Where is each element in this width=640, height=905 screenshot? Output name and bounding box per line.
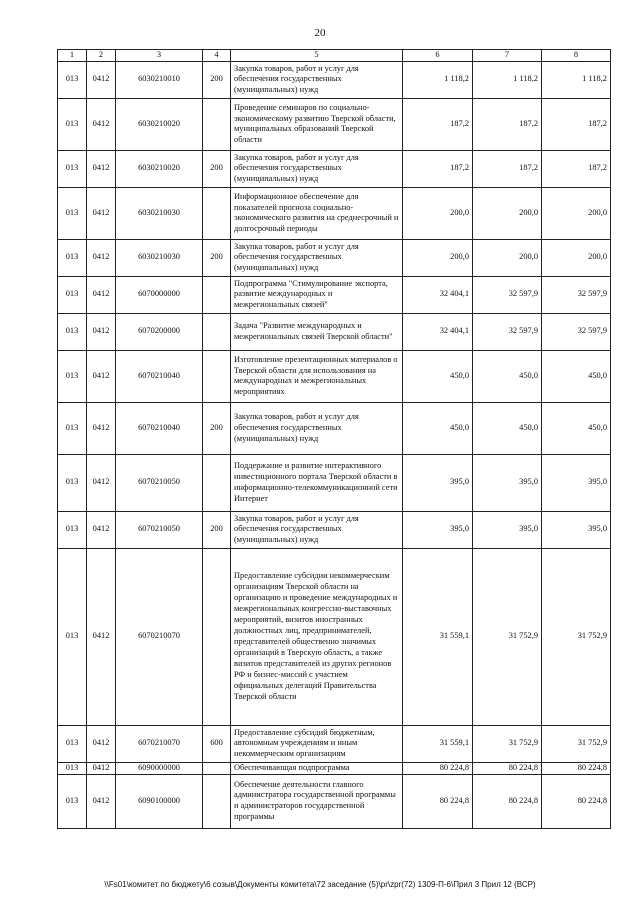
amount-year-3-cell: 187,2 [542,98,611,150]
page-number: 20 [314,27,326,39]
description-cell: Информационное обеспечение для показателей прогноза социально-экономического развития на среднесрочный и долгосрочный периоды [231,187,403,239]
table-row [58,762,611,774]
section-code-cell: 0412 [87,150,116,187]
target-article-cell: 6070200000 [116,313,203,350]
expense-type-cell: 200 [203,239,231,276]
target-article-cell: 6030210020 [116,150,203,187]
chapter-code-cell: 013 [58,150,87,187]
table-row [58,774,611,828]
column-header: 8 [542,50,611,62]
amount-year-3-cell: 395,0 [542,454,611,511]
amount-year-1-cell: 80 224,8 [403,774,473,828]
chapter-code-cell: 013 [58,61,87,98]
amount-year-3-cell: 200,0 [542,239,611,276]
amount-year-1-cell: 32 404,1 [403,276,473,313]
description-cell: Изготовление презентационных материалов о Тверской области для использования на международных и межрегиональных мероприятиях [231,350,403,402]
section-code-cell: 0412 [87,762,116,774]
amount-year-2-cell: 395,0 [473,454,542,511]
amount-year-2-cell: 80 224,8 [473,774,542,828]
section-code-cell: 0412 [87,239,116,276]
target-article-cell: 6030210030 [116,187,203,239]
expense-type-cell: 200 [203,61,231,98]
budget-table [57,49,611,829]
table-row [58,239,611,276]
section-code-cell: 0412 [87,276,116,313]
chapter-code-cell: 013 [58,548,87,725]
amount-year-3-cell: 1 118,2 [542,61,611,98]
description-cell: Закупка товаров, работ и услуг для обеспечения государственных (муниципальных) нужд [231,150,403,187]
target-article-cell: 6070000000 [116,276,203,313]
amount-year-2-cell: 31 752,9 [473,548,542,725]
amount-year-3-cell: 31 752,9 [542,548,611,725]
section-code-cell: 0412 [87,511,116,548]
expense-type-cell [203,313,231,350]
description-cell: Обеспечивающая подпрограмма [231,762,403,774]
description-cell: Проведение семинаров по социально-экономическому развитию Тверской области, муниципальных образований Тверской области [231,98,403,150]
column-header: 4 [203,50,231,62]
table-row [58,350,611,402]
table-row [58,98,611,150]
chapter-code-cell: 013 [58,774,87,828]
target-article-cell: 6090100000 [116,774,203,828]
amount-year-2-cell: 187,2 [473,150,542,187]
section-code-cell: 0412 [87,350,116,402]
description-cell: Предоставление субсидий бюджетным, автономным учреждениям и иным некоммерческим организациям [231,725,403,762]
amount-year-1-cell: 80 224,8 [403,762,473,774]
amount-year-2-cell: 31 752,9 [473,725,542,762]
amount-year-1-cell: 31 559,1 [403,548,473,725]
column-header: 2 [87,50,116,62]
chapter-code-cell: 013 [58,98,87,150]
expense-type-cell [203,187,231,239]
expense-type-cell: 200 [203,511,231,548]
section-code-cell: 0412 [87,454,116,511]
chapter-code-cell: 013 [58,239,87,276]
amount-year-1-cell: 31 559,1 [403,725,473,762]
table-row [58,402,611,454]
target-article-cell: 6070210040 [116,402,203,454]
amount-year-2-cell: 200,0 [473,187,542,239]
table-row [58,187,611,239]
amount-year-1-cell: 187,2 [403,98,473,150]
amount-year-3-cell: 187,2 [542,150,611,187]
expense-type-cell [203,98,231,150]
description-cell: Закупка товаров, работ и услуг для обеспечения государственных (муниципальных) нужд [231,402,403,454]
table-row [58,61,611,98]
chapter-code-cell: 013 [58,762,87,774]
expense-type-cell: 200 [203,402,231,454]
amount-year-2-cell: 450,0 [473,350,542,402]
description-cell: Обеспечение деятельности главного администратора государственной программы и администраторов государственной программы [231,774,403,828]
amount-year-3-cell: 31 752,9 [542,725,611,762]
description-cell: Задача "Развитие международных и межрегиональных связей Тверской области" [231,313,403,350]
section-code-cell: 0412 [87,61,116,98]
amount-year-2-cell: 395,0 [473,511,542,548]
description-cell: Предоставление субсидии некоммерческим организациям Тверской области на организацию и проведение международных и межрегиональных конгрессно-выставочных мероприятий, визитов иностранных должностных лиц, предпринимателей, представителей общественно значимых организаций в Тверскую область, а также визитов представителей из других регионов РФ и бизнес-миссий с участием официальных делегаций Правительства Тверской области [231,548,403,725]
target-article-cell: 6030210030 [116,239,203,276]
chapter-code-cell: 013 [58,313,87,350]
table-row [58,511,611,548]
amount-year-3-cell: 450,0 [542,402,611,454]
amount-year-1-cell: 1 118,2 [403,61,473,98]
chapter-code-cell: 013 [58,511,87,548]
target-article-cell: 6090000000 [116,762,203,774]
target-article-cell: 6070210040 [116,350,203,402]
description-cell: Поддержание и развитие интерактивного инвестиционного портала Тверской области в информационно-телекоммуникационной сети Интернет [231,454,403,511]
amount-year-3-cell: 450,0 [542,350,611,402]
description-cell: Подпрограмма "Стимулирование экспорта, развитие международных и межрегиональных связей" [231,276,403,313]
chapter-code-cell: 013 [58,350,87,402]
table-row [58,725,611,762]
amount-year-2-cell: 187,2 [473,98,542,150]
amount-year-1-cell: 200,0 [403,187,473,239]
amount-year-2-cell: 200,0 [473,239,542,276]
amount-year-1-cell: 450,0 [403,350,473,402]
amount-year-3-cell: 200,0 [542,187,611,239]
section-code-cell: 0412 [87,313,116,350]
target-article-cell: 6070210050 [116,454,203,511]
column-header: 3 [116,50,203,62]
section-code-cell: 0412 [87,402,116,454]
expense-type-cell [203,276,231,313]
amount-year-3-cell: 32 597,9 [542,276,611,313]
expense-type-cell: 200 [203,150,231,187]
description-cell: Закупка товаров, работ и услуг для обеспечения государственных (муниципальных) нужд [231,511,403,548]
section-code-cell: 0412 [87,725,116,762]
amount-year-3-cell: 32 597,9 [542,313,611,350]
section-code-cell: 0412 [87,98,116,150]
description-cell: Закупка товаров, работ и услуг для обеспечения государственных (муниципальных) нужд [231,239,403,276]
expense-type-cell: 600 [203,725,231,762]
amount-year-1-cell: 32 404,1 [403,313,473,350]
target-article-cell: 6070210070 [116,725,203,762]
amount-year-2-cell: 32 597,9 [473,276,542,313]
table-row [58,150,611,187]
amount-year-2-cell: 32 597,9 [473,313,542,350]
column-header: 7 [473,50,542,62]
amount-year-2-cell: 80 224,8 [473,762,542,774]
target-article-cell: 6030210010 [116,61,203,98]
expense-type-cell [203,454,231,511]
table-header-row [58,50,611,62]
amount-year-3-cell: 80 224,8 [542,774,611,828]
chapter-code-cell: 013 [58,187,87,239]
expense-type-cell [203,774,231,828]
section-code-cell: 0412 [87,774,116,828]
chapter-code-cell: 013 [58,725,87,762]
table-row [58,548,611,725]
amount-year-1-cell: 187,2 [403,150,473,187]
expense-type-cell [203,548,231,725]
section-code-cell: 0412 [87,548,116,725]
chapter-code-cell: 013 [58,402,87,454]
table-row [58,454,611,511]
amount-year-1-cell: 395,0 [403,454,473,511]
column-header: 5 [231,50,403,62]
target-article-cell: 6070210070 [116,548,203,725]
expense-type-cell [203,762,231,774]
target-article-cell: 6030210020 [116,98,203,150]
amount-year-3-cell: 395,0 [542,511,611,548]
footer-file-path: \\Fs01\комитет по бюджету\6 созыв\Документы комитета\72 заседание (5)\pr\zpr(72) 1309-П-6\Прил 3 Прил 12 (ВСР) [104,880,536,889]
amount-year-2-cell: 450,0 [473,402,542,454]
column-header: 1 [58,50,87,62]
amount-year-2-cell: 1 118,2 [473,61,542,98]
amount-year-1-cell: 450,0 [403,402,473,454]
expense-type-cell [203,350,231,402]
amount-year-1-cell: 395,0 [403,511,473,548]
chapter-code-cell: 013 [58,276,87,313]
table-row [58,313,611,350]
target-article-cell: 6070210050 [116,511,203,548]
amount-year-3-cell: 80 224,8 [542,762,611,774]
amount-year-1-cell: 200,0 [403,239,473,276]
table-row [58,276,611,313]
column-header: 6 [403,50,473,62]
chapter-code-cell: 013 [58,454,87,511]
description-cell: Закупка товаров, работ и услуг для обеспечения государственных (муниципальных) нужд [231,61,403,98]
section-code-cell: 0412 [87,187,116,239]
